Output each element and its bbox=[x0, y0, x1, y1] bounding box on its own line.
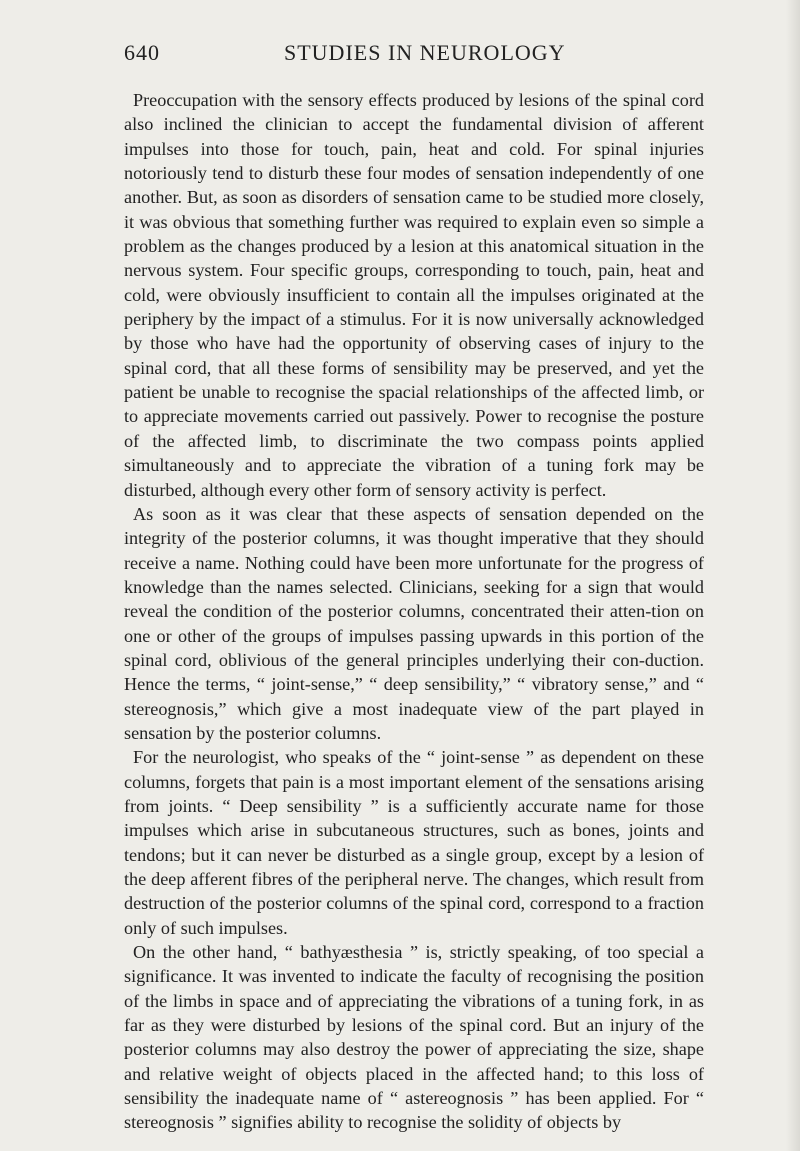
running-head bbox=[124, 40, 704, 74]
paragraph-3: For the neurologist, who speaks of the “ joint-sense ” as dependent on these columns, forgets that pain is a most important element of the sensations arising from joints. “ Deep sensibility ” is a sufficiently accurate name for those impulses which arise in subcutaneous structures, such as bones, joints and tendons; but it can never be disturbed as a single group, except by a lesion of the deep afferent fibres of the peripheral nerve. The changes, which result from destruction of the posterior columns of the spinal cord, correspond to a fraction only of such impulses. bbox=[124, 747, 704, 938]
paragraph-2: As soon as it was clear that these aspects of sensation depended on the integrity of the posterior columns, it was thought imperative that they should receive a name. Nothing could have been more unfortunate for the progress of knowledge than the names selected. Clinicians, seeking for a sign that would reveal the condition of the posterior columns, concentrated their atten-tion on one or other of the groups of impulses passing upwards in this portion of the spinal cord, oblivious of the general principles underlying their con-duction. Hence the terms, “ joint-sense,” “ deep sensibility,” “ vibratory sense,” and “ stereognosis,” which give a most inadequate view of the part played in sensation by the posterior columns. bbox=[124, 503, 704, 743]
body-text bbox=[124, 88, 704, 1135]
paragraph-4: On the other hand, “ bathyæsthesia ” is, strictly speaking, of too special a significance. It was invented to indicate the faculty of recognising the position of the limbs in space and of appreciating the vibrations of a tuning fork, in as far as they were disturbed by lesions of the spinal cord. But an injury of the posterior columns may also destroy the power of appreciating the size, shape and relative weight of objects placed in the affected hand; to this loss of sensibility the inadequate name of “ astereognosis ” has been applied. For “ stereognosis ” signifies ability to recognise the solidity of objects by bbox=[124, 942, 704, 1133]
running-title: STUDIES IN NEUROLOGY bbox=[284, 40, 566, 65]
page-number: 640 bbox=[124, 40, 160, 65]
page-edge-shadow bbox=[786, 0, 800, 1151]
paragraph-1: Preoccupation with the sensory effects produced by lesions of the spinal cord also inclined the clinician to accept the fundamental division of afferent impulses into those for touch, pain, heat and cold. For spinal injuries notoriously tend to disturb these four modes of sensation independently of one another. But, as soon as disorders of sensation came to be studied more closely, it was obvious that something further was required to explain even so simple a problem as the changes produced by a lesion at this anatomical situation in the nervous system. Four specific groups, corresponding to touch, pain, heat and cold, were obviously insufficient to contain all the impulses originated at the periphery by the impact of a stimulus. For it is now universally acknowledged by those who have had the opportunity of observing cases of injury to the spinal cord, that all these forms of sensibility may be preserved, and yet the patient be unable to recognise the spacial relationships of the affected limb, or to appreciate movements carried out passively. Power to recognise the posture of the affected limb, to discriminate the two compass points applied simultaneously and to appreciate the vibration of a tuning fork may be disturbed, although every other form of sensory activity is perfect. bbox=[124, 90, 704, 500]
